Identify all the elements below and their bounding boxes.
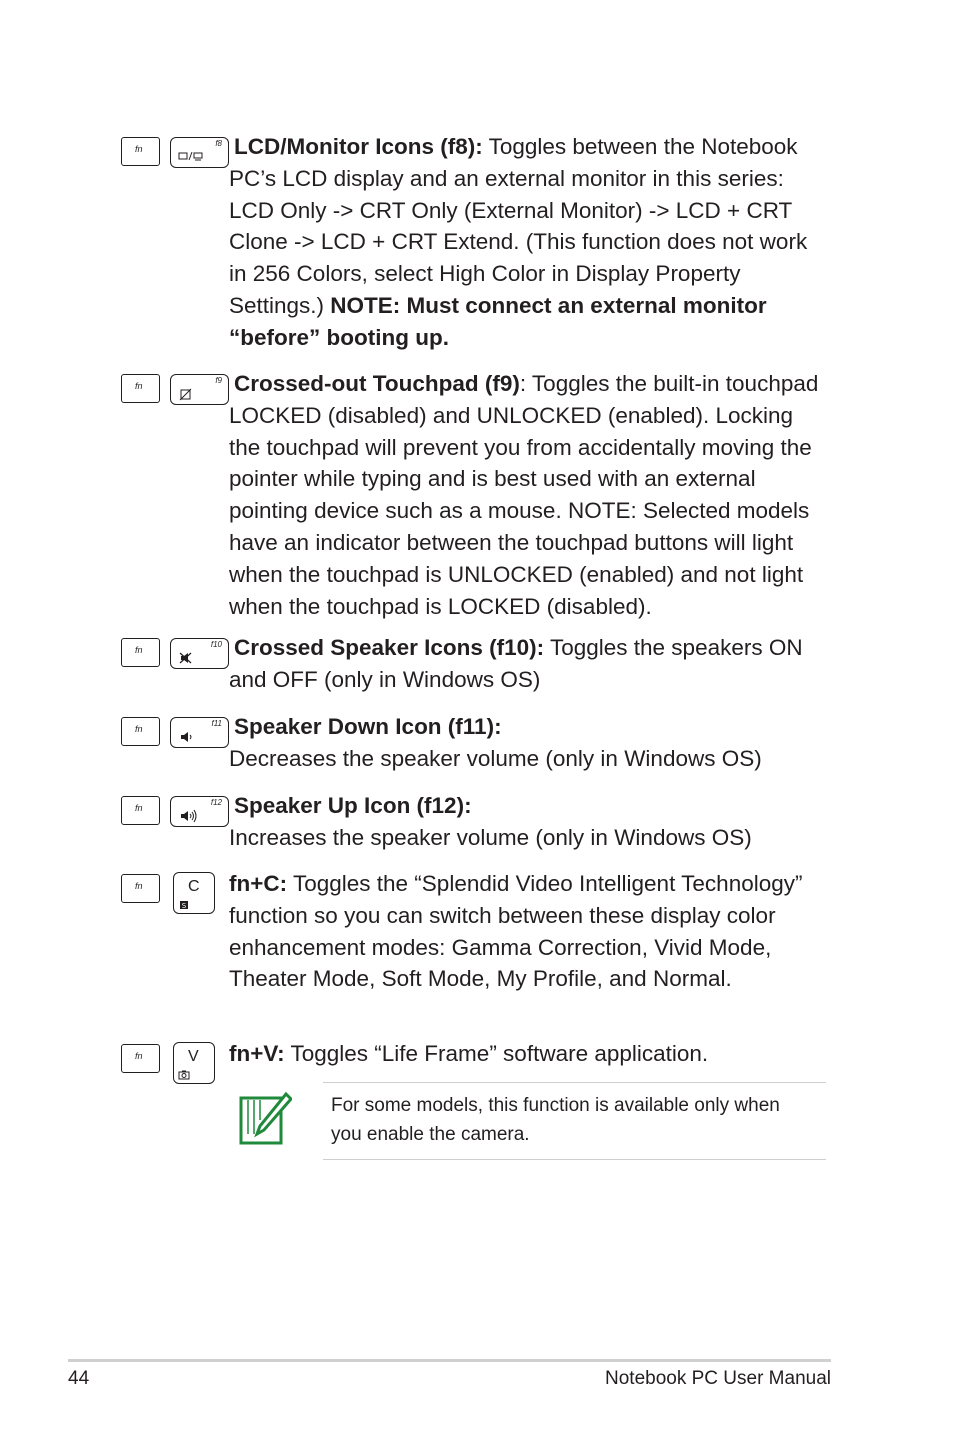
fn-key: fn [121, 874, 160, 903]
fn-key: fn [121, 1044, 160, 1073]
f12-key: f12 [170, 796, 229, 827]
camera-icon [178, 1069, 190, 1081]
manual-title: Notebook PC User Manual [605, 1368, 831, 1389]
fn-key: fn [121, 374, 160, 403]
entry-body: : Toggles the built-in touchpad LOCKED (disabled) and UNLOCKED (enabled). Locking the touchpad will prevent you from accidentally moving the pointer while typing and is best used with an external pointing device such as a mouse. NOTE: Selected models have an indicator between the touchpad buttons will light when the touchpad is UNLOCKED (enabled) and not light when the touchpad is LOCKED (disabled). [229, 371, 819, 619]
entry-body: Toggles between the Notebook PC’s LCD display and an external monitor in this series: LCD Only -> CRT Only (External Monitor) -> LCD + CRT Clone -> LCD + CRT Extend. (This function does not work in 256 Colors, select High Color in Display Property Settings.) [229, 134, 808, 318]
svg-text:S: S [181, 902, 187, 910]
entry-note: NOTE: Must connect an external monitor “before” booting up. [229, 292, 767, 350]
footer-rule [68, 1359, 831, 1362]
entry-title: Speaker Up Icon (f12): [234, 793, 472, 818]
crossed-touchpad-icon [178, 385, 206, 401]
entry-body: Increases the speaker volume (only in Windows OS) [229, 824, 752, 850]
page-number: 44 [68, 1368, 90, 1389]
entry-body: Decreases the speaker volume (only in Windows OS) [229, 745, 762, 771]
lcd-monitor-icon [178, 148, 206, 164]
entry-title: Crossed Speaker Icons (f10): [234, 635, 545, 660]
fn-key: fn [121, 638, 160, 667]
v-key: V [173, 1042, 215, 1084]
note-box [323, 1082, 826, 1160]
speaker-up-icon [178, 807, 206, 823]
entry-title: fn+C: [229, 871, 288, 896]
entry-text-f12 [229, 790, 829, 854]
entry-text-fn-c [229, 868, 829, 995]
f11-key: f11 [170, 717, 229, 748]
entry-title: fn+V: [229, 1041, 285, 1066]
fn-key: fn [121, 137, 160, 166]
entry-text-f11 [229, 711, 829, 775]
speaker-down-icon [178, 728, 206, 744]
f8-key: f8 [170, 137, 229, 168]
splendid-icon [178, 899, 190, 911]
f9-key: f9 [170, 374, 229, 405]
f10-key: f10 [170, 638, 229, 669]
entry-body: Toggles the “Splendid Video Intelligent Technology” function so you can switch between these display color enhancement modes: Gamma Correction, Vivid Mode, Theater Mode, Soft Mode, My Profile, and Normal. [229, 871, 803, 992]
entry-text-f10 [229, 632, 829, 696]
c-key: C S [173, 872, 215, 914]
entry-title: LCD/Monitor Icons (f8): [234, 134, 483, 159]
crossed-speaker-icon [178, 649, 206, 665]
entry-text-fn-v [229, 1038, 829, 1070]
entry-title: Crossed-out Touchpad (f9) [234, 371, 520, 396]
entry-text-f8 [229, 131, 829, 354]
note-pencil-icon [238, 1090, 292, 1148]
entry-body: Toggles the speakers ON and OFF (only in Windows OS) [229, 635, 803, 692]
entry-title: Speaker Down Icon (f11): [234, 714, 502, 739]
fn-key: fn [121, 796, 160, 825]
entry-text-f9 [229, 368, 829, 622]
fn-key: fn [121, 717, 160, 746]
entry-body: Toggles “Life Frame” software application. [284, 1041, 709, 1066]
note-text: For some models, this function is available only when you enable the camera. [331, 1095, 780, 1145]
